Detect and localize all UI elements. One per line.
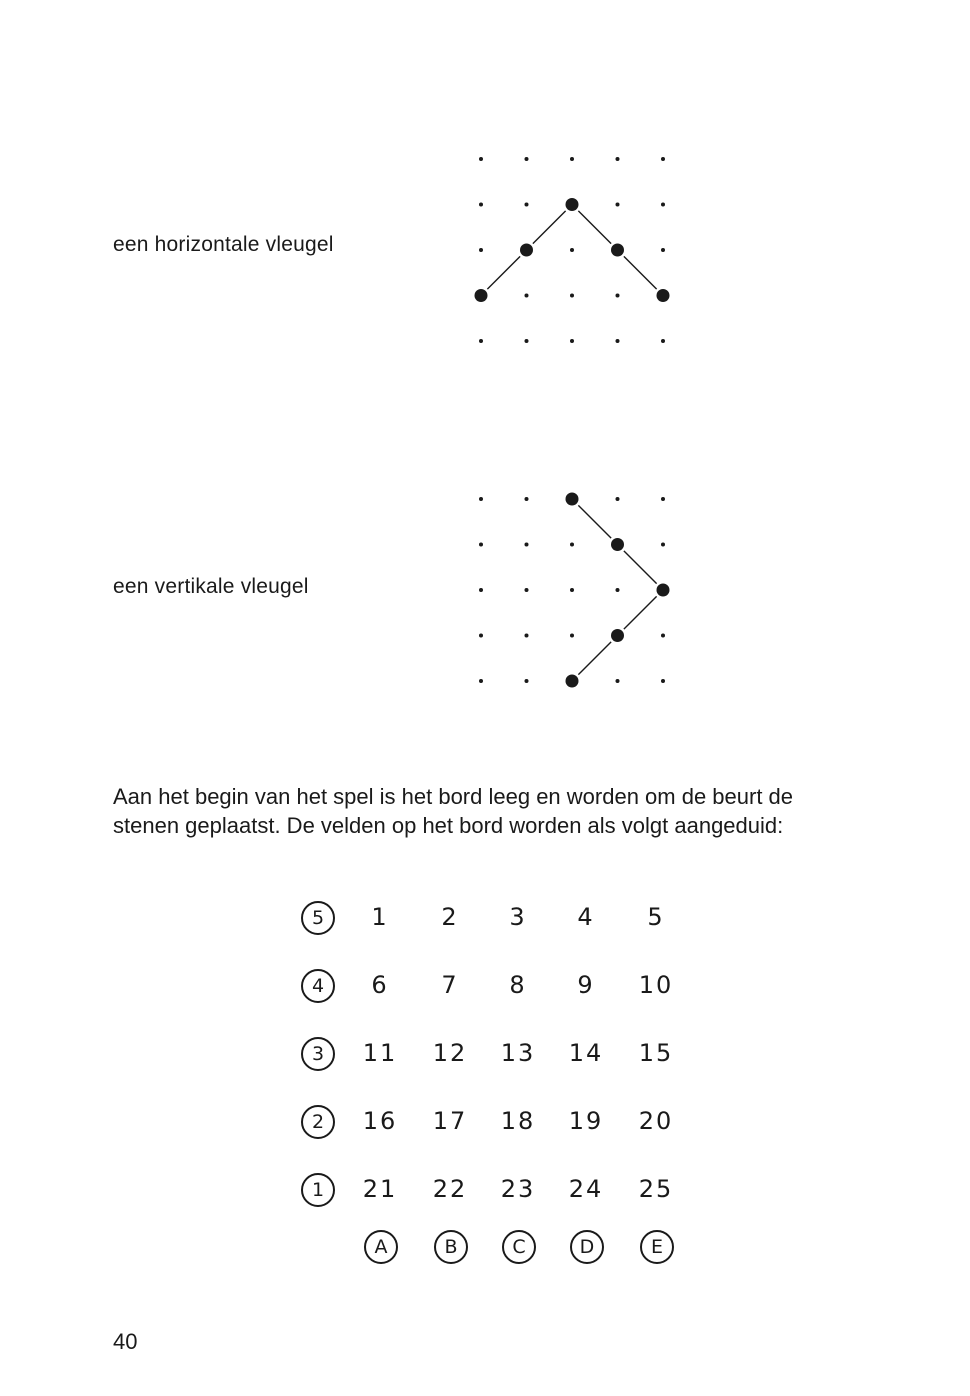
board-cell-number: 18 xyxy=(500,1107,536,1135)
stone-marker xyxy=(657,584,670,597)
column-label-circle: E xyxy=(640,1230,674,1264)
board-cell-number: 13 xyxy=(500,1039,536,1067)
board-cell-number: 5 xyxy=(647,903,665,931)
grid-dot xyxy=(479,634,483,638)
grid-dot xyxy=(570,543,574,547)
stone-marker xyxy=(566,675,579,688)
stone-marker xyxy=(566,493,579,506)
row-label-circle: 1 xyxy=(301,1173,335,1207)
grid-dot xyxy=(570,294,574,298)
row-label-circle: 5 xyxy=(301,901,335,935)
wing-connector-line xyxy=(624,596,657,629)
grid-dot xyxy=(570,248,574,252)
board-cell-number: 17 xyxy=(432,1107,468,1135)
board-cell-number: 6 xyxy=(371,971,389,999)
horizontal-wing-label: een horizontale vleugel xyxy=(113,233,334,256)
grid-dot xyxy=(525,679,529,683)
board-cell-number: 3 xyxy=(509,903,527,931)
board-cell-number: 4 xyxy=(577,903,595,931)
grid-dot xyxy=(570,157,574,161)
paragraph-line: stenen geplaatst. De velden op het bord worden als volgt aangeduid: xyxy=(113,813,784,838)
grid-dot xyxy=(616,497,620,501)
wing-connector-line xyxy=(624,551,657,584)
wing-connector-line xyxy=(578,211,611,244)
horizontal-wing-diagram xyxy=(460,138,680,358)
row-label-circle: 4 xyxy=(301,969,335,1003)
stone-marker xyxy=(611,538,624,551)
grid-dot xyxy=(479,203,483,207)
wing-connector-line xyxy=(578,642,611,675)
board-cell-number: 7 xyxy=(441,971,459,999)
grid-dot xyxy=(616,588,620,592)
board-cell-number: 1 xyxy=(371,903,389,931)
grid-dot xyxy=(479,339,483,343)
board-cell-number: 16 xyxy=(362,1107,398,1135)
vertical-wing-label: een vertikale vleugel xyxy=(113,575,309,598)
board-cell-number: 21 xyxy=(362,1175,398,1203)
board-cell-number: 9 xyxy=(577,971,595,999)
board-cell-number: 8 xyxy=(509,971,527,999)
grid-dot xyxy=(616,203,620,207)
grid-dot xyxy=(661,543,665,547)
grid-dot xyxy=(661,679,665,683)
grid-dot xyxy=(479,588,483,592)
grid-dot xyxy=(525,588,529,592)
grid-dot xyxy=(525,543,529,547)
grid-dot xyxy=(525,203,529,207)
grid-dot xyxy=(661,339,665,343)
grid-dot xyxy=(479,543,483,547)
grid-dot xyxy=(616,157,620,161)
stone-marker xyxy=(566,198,579,211)
board-numbering-grid xyxy=(292,893,692,1273)
grid-dot xyxy=(525,294,529,298)
board-cell-number: 14 xyxy=(568,1039,604,1067)
vertical-wing-diagram xyxy=(460,478,680,698)
grid-dot xyxy=(479,497,483,501)
page-number: 40 xyxy=(113,1329,138,1354)
grid-dot xyxy=(570,588,574,592)
wing-connector-line xyxy=(578,505,611,538)
board-cell-number: 10 xyxy=(638,971,674,999)
stone-marker xyxy=(520,244,533,257)
board-cell-number: 25 xyxy=(638,1175,674,1203)
grid-dot xyxy=(661,634,665,638)
grid-dot xyxy=(661,203,665,207)
stone-marker xyxy=(611,244,624,257)
paragraph-line: Aan het begin van het spel is het bord leeg en worden om de beurt de xyxy=(113,784,794,809)
grid-dot xyxy=(525,497,529,501)
grid-dot xyxy=(479,248,483,252)
grid-dot xyxy=(616,679,620,683)
board-cell-number: 23 xyxy=(500,1175,536,1203)
grid-dot xyxy=(661,497,665,501)
grid-dot xyxy=(525,157,529,161)
grid-dot xyxy=(479,679,483,683)
stone-marker xyxy=(611,629,624,642)
stone-marker xyxy=(475,289,488,302)
grid-dot xyxy=(479,157,483,161)
grid-dot xyxy=(525,634,529,638)
column-label-circle: C xyxy=(502,1230,536,1264)
column-label-circle: A xyxy=(364,1230,398,1264)
board-cell-number: 24 xyxy=(568,1175,604,1203)
row-label-circle: 3 xyxy=(301,1037,335,1071)
board-cell-number: 22 xyxy=(432,1175,468,1203)
wing-connector-line xyxy=(533,211,566,244)
board-cell-number: 11 xyxy=(362,1039,398,1067)
board-cell-number: 15 xyxy=(638,1039,674,1067)
column-label-circle: D xyxy=(570,1230,604,1264)
grid-dot xyxy=(661,248,665,252)
board-cell-number: 20 xyxy=(638,1107,674,1135)
column-label-circle: B xyxy=(434,1230,468,1264)
wing-connector-line xyxy=(624,256,657,289)
row-label-circle: 2 xyxy=(301,1105,335,1139)
grid-dot xyxy=(661,157,665,161)
stone-marker xyxy=(657,289,670,302)
grid-dot xyxy=(525,339,529,343)
board-cell-number: 12 xyxy=(432,1039,468,1067)
intro-paragraph xyxy=(113,782,853,840)
board-cell-number: 2 xyxy=(441,903,459,931)
board-cell-number: 19 xyxy=(568,1107,604,1135)
wing-connector-line xyxy=(487,256,520,289)
grid-dot xyxy=(616,339,620,343)
grid-dot xyxy=(570,634,574,638)
grid-dot xyxy=(570,339,574,343)
grid-dot xyxy=(616,294,620,298)
